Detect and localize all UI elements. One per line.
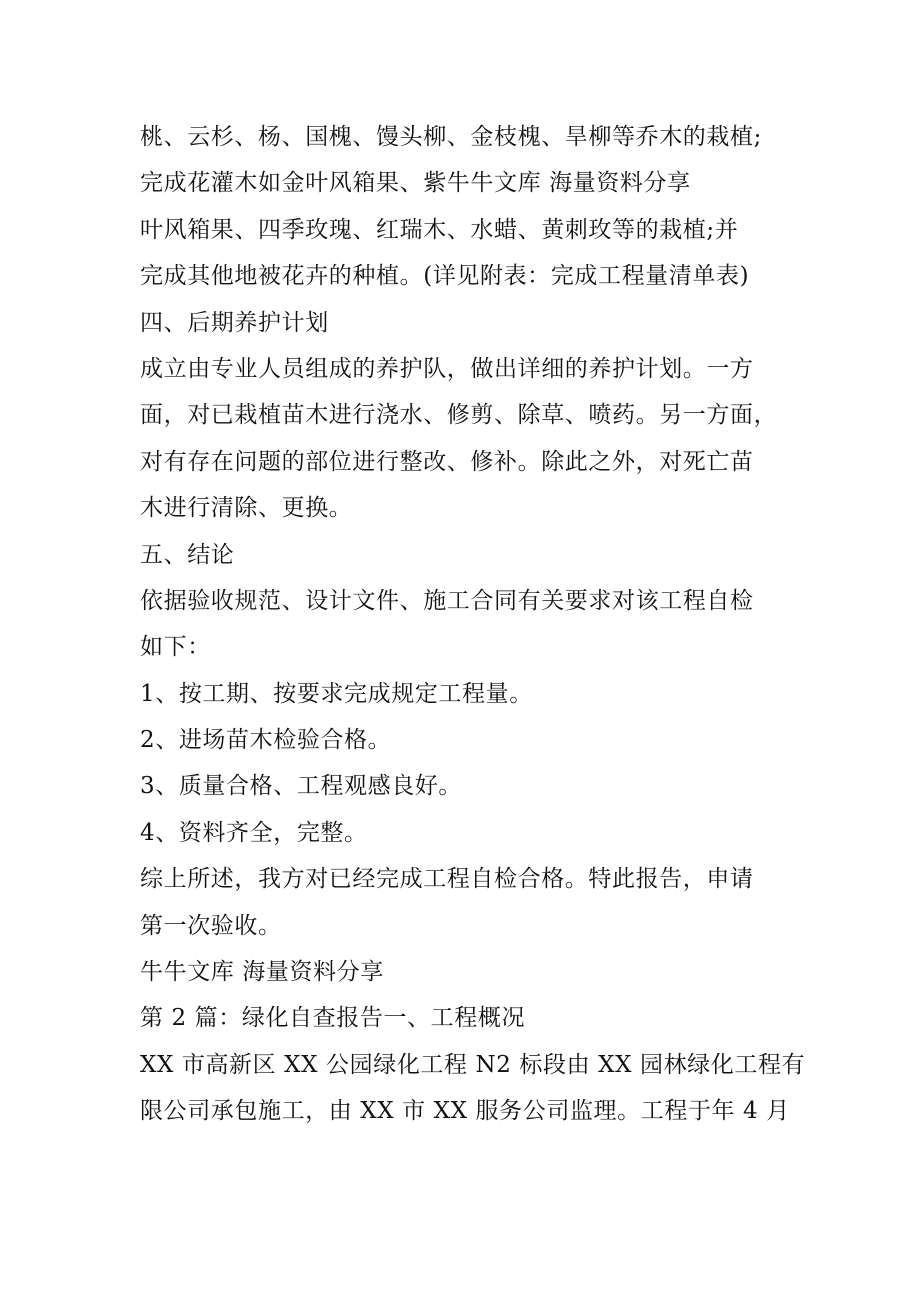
article-title: 第 2 篇：绿化自查报告一、工程概况 [140,1005,526,1032]
document-body [140,114,806,1135]
list-item: 3、质量合格、工程观感良好。 [140,773,463,800]
text-line: 木进行清除、更换。 [140,495,353,522]
text-line: 如下： [140,634,211,661]
list-item: 2、进场苗木检验合格。 [140,727,392,754]
section-heading: 四、后期养护计划 [140,309,329,336]
text-line: 综上所述，我方对已经完成工程自检合格。特此报告，申请 [140,866,754,893]
text-line: 对有存在问题的部位进行整改、修补。除此之外，对死亡苗 [140,448,754,475]
text-line: 叶风箱果、四季玫瑰、红瑞木、水蜡、黄刺玫等的栽植;并 [140,216,739,243]
text-line: 第一次验收。 [140,912,282,939]
text-line: 完成花灌木如金叶风箱果、紫牛牛文库 海量资料分享 [140,170,691,197]
list-item: 1、按工期、按要求完成规定工程量。 [140,680,533,707]
text-line: 依据验收规范、设计文件、施工合同有关要求对该工程自检 [140,587,754,614]
section-heading: 五、结论 [140,541,235,568]
text-line: 面，对已栽植苗木进行浇水、修剪、除草、喷药。另一方面， [140,402,778,429]
watermark-line: 牛牛文库 海量资料分享 [140,959,384,986]
text-line: XX 市高新区 XX 公园绿化工程 N2 标段由 XX 园林绿化工程有 [140,1051,806,1078]
text-line: 桃、云杉、杨、国槐、馒头柳、金枝槐、旱柳等乔木的栽植; [140,124,762,150]
text-line: 限公司承包施工，由 XX 市 XX 服务公司监理。工程于年 4 月 [140,1098,790,1125]
list-item: 4、资料齐全，完整。 [140,819,368,846]
text-line: 完成其他地被花卉的种植。(详见附表：完成工程量清单表) [140,263,750,290]
text-line: 成立由专业人员组成的养护队，做出详细的养护计划。一方 [140,355,754,382]
